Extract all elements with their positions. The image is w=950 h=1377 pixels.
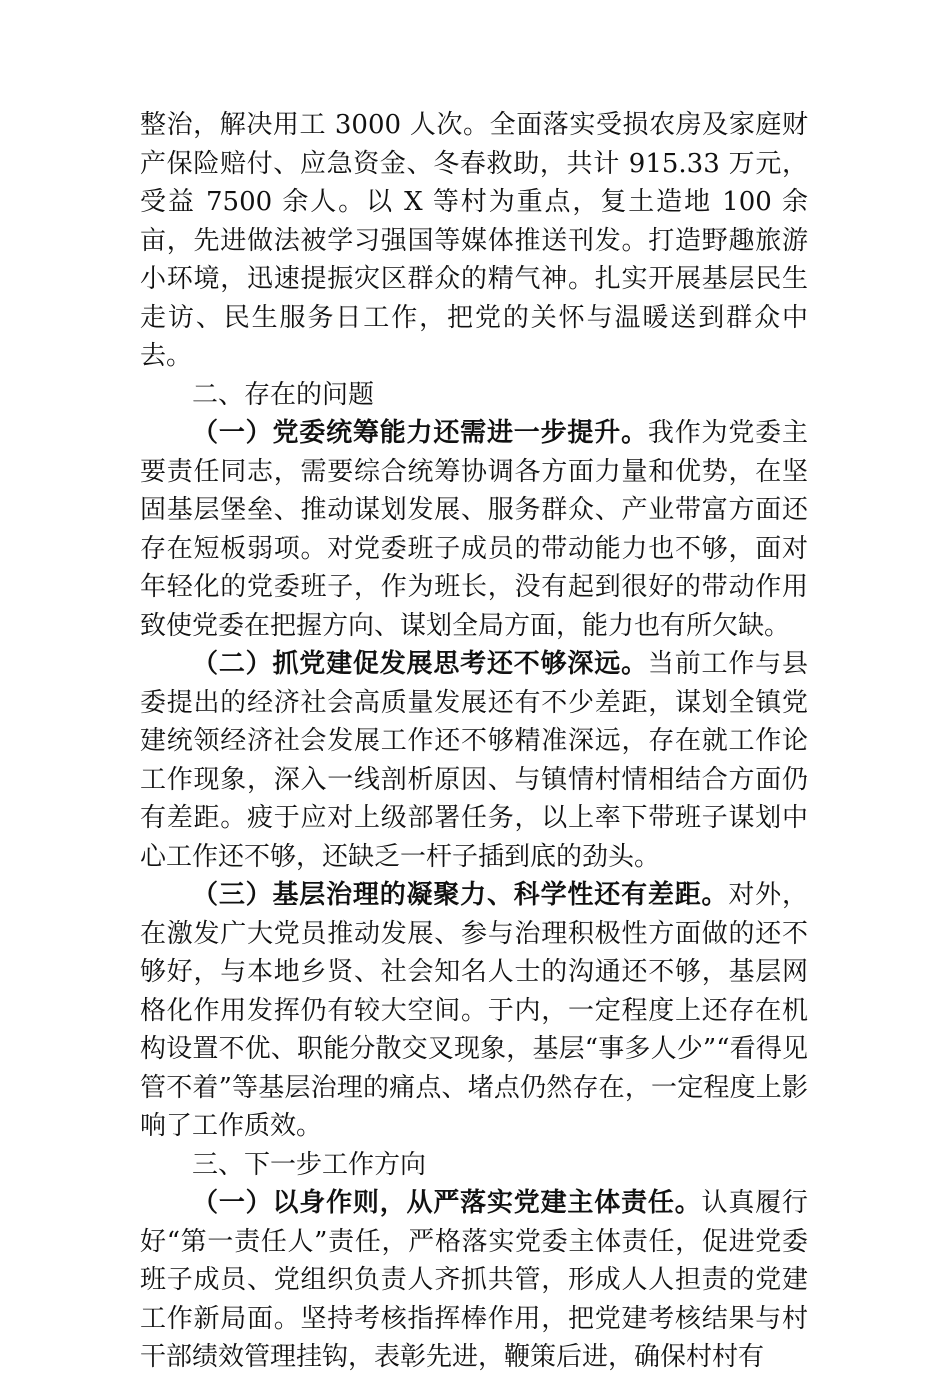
next-step-item-1	[140, 1184, 808, 1377]
problem-item-2-title: （二）抓党建促发展思考还不够深远。	[192, 649, 648, 679]
section-heading-problems: 二、存在的问题	[192, 379, 375, 410]
next-step-item-1-title: （一）以身作则，从严落实党建主体责任。	[192, 1188, 702, 1218]
problem-item-3	[140, 876, 808, 1146]
section-heading-next-steps: 三、下一步工作方向	[192, 1149, 427, 1180]
problem-item-3-body: 对外，在激发广大党员推动发展、参与治理积极性方面做的还不够好，与本地乡贤、社会知名人士的沟通还不够，基层网格化作用发挥仍有较大空间。于内，一定程度上还存在机构设置不优、职能分散交叉现象，基层“事多人少”“看得见管不着”等基层治理的痛点、堵点仍然存在，一定程度上影响了工作质效。	[140, 880, 808, 1141]
document-page	[140, 106, 808, 1377]
problem-item-2	[140, 645, 808, 876]
problem-item-1-title: （一）党委统筹能力还需进一步提升。	[192, 418, 648, 448]
problem-item-1	[140, 414, 808, 645]
problem-item-3-title: （三）基层治理的凝聚力、科学性还有差距。	[192, 880, 729, 910]
problem-item-1-body: 我作为党委主要责任同志，需要综合统筹协调各方面力量和优势，在坚固基层堡垒、推动谋划发展、服务群众、产业带富方面还存在短板弱项。对党委班子成员的带动能力也不够，面对年轻化的党委班子，作为班长，没有起到很好的带动作用致使党委在把握方向、谋划全局方面，能力也有所欠缺。	[140, 418, 808, 641]
problem-item-2-body: 当前工作与县委提出的经济社会高质量发展还有不少差距，谋划全镇党建统领经济社会发展工作还不够精准深远，存在就工作论工作现象，深入一线剖析原因、与镇情村情相结合方面仍有差距。疲于应对上级部署任务，以上率下带班子谋划中心工作还不够，还缺乏一杆子插到底的劲头。	[140, 649, 808, 872]
next-step-item-1-body: 认真履行好“第一责任人”责任，严格落实党委主体责任，促进党委班子成员、党组织负责人齐抓共管，形成人人担责的党建工作新局面。坚持考核指挥棒作用，把党建考核结果与村干部绩效管理挂钩，表彰先进，鞭策后进，确保村村有	[140, 1188, 808, 1372]
body-paragraph: 整治，解决用工 3000 人次。全面落实受损农房及家庭财产保险赔付、应急资金、冬春救助，共计 915.33 万元，受益 7500 余人。以 X 等村为重点，复土造地 100 余亩，先进做法被学习强国等媒体推送刊发。打造野趣旅游小环境，迅速提振灾区群众的精气神。扎实开展基层民生走访、民生服务日工作，把党的关怀与温暖送到群众中去。	[140, 110, 808, 371]
